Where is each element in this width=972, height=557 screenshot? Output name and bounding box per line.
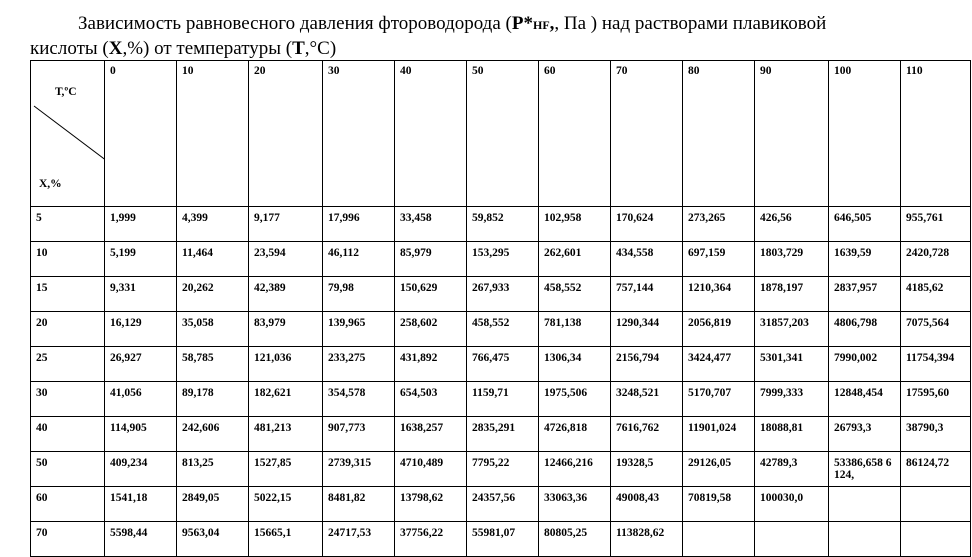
pressure-value-cell: 9,177 [249,207,323,242]
table-title [30,12,960,61]
pressure-value-cell: 59,852 [467,207,539,242]
pressure-value-cell: 273,265 [683,207,755,242]
pressure-value-cell: 35,058 [177,312,249,347]
pressure-value-cell: 7075,564 [901,312,971,347]
concentration-cell: 5 [31,207,105,242]
corner-cell [31,61,105,207]
pressure-value-cell: 41,056 [105,382,177,417]
pressure-value-cell: 37756,22 [395,522,467,557]
pressure-value-cell [755,522,829,557]
pressure-value-cell: 1638,257 [395,417,467,452]
table-row [31,487,971,522]
temperature-header-cell: 80 [683,61,755,207]
pressure-value-cell: 113828,62 [611,522,683,557]
pressure-value-cell: 907,773 [323,417,395,452]
concentration-cell: 25 [31,347,105,382]
pressure-value-cell: 1290,344 [611,312,683,347]
pressure-value-cell: 4,399 [177,207,249,242]
pressure-value-cell: 7990,002 [829,347,901,382]
pressure-value-cell: 121,036 [249,347,323,382]
pressure-value-cell: 813,25 [177,452,249,487]
pressure-value-cell: 481,213 [249,417,323,452]
pressure-value-cell: 86124,72 [901,452,971,487]
pressure-value-cell: 9563,04 [177,522,249,557]
pressure-value-cell: 3424,477 [683,347,755,382]
concentration-cell: 20 [31,312,105,347]
pressure-value-cell: 139,965 [323,312,395,347]
pressure-value-cell: 24357,56 [467,487,539,522]
pressure-value-cell: 89,178 [177,382,249,417]
pressure-value-cell: 258,602 [395,312,467,347]
pressure-value-cell: 11901,024 [683,417,755,452]
pressure-value-cell: 46,112 [323,242,395,277]
pressure-value-cell: 42789,3 [755,452,829,487]
pressure-value-cell: 85,979 [395,242,467,277]
pressure-value-cell: 7795,22 [467,452,539,487]
pressure-value-cell: 29126,05 [683,452,755,487]
concentration-cell: 15 [31,277,105,312]
temperature-header-cell: 110 [901,61,971,207]
pressure-value-cell: 757,144 [611,277,683,312]
pressure-value-cell: 80805,25 [539,522,611,557]
pressure-value-cell: 102,958 [539,207,611,242]
pressure-value-cell: 4806,798 [829,312,901,347]
pressure-value-cell: 17595,60 [901,382,971,417]
pressure-value-cell: 267,933 [467,277,539,312]
temperature-header-cell: 10 [177,61,249,207]
pressure-value-cell: 4726,818 [539,417,611,452]
concentration-cell: 50 [31,452,105,487]
pressure-value-cell: 242,606 [177,417,249,452]
pressure-value-cell: 2420,728 [901,242,971,277]
pressure-value-cell: 55981,07 [467,522,539,557]
temperature-header-cell: 50 [467,61,539,207]
concentration-axis-label: Х,% [39,178,62,190]
pressure-value-cell: 354,578 [323,382,395,417]
pressure-value-cell [829,487,901,522]
pressure-value-cell: 153,295 [467,242,539,277]
pressure-value-cell: 9,331 [105,277,177,312]
pressure-value-cell: 2849,05 [177,487,249,522]
pressure-value-cell: 409,234 [105,452,177,487]
pressure-value-cell: 19328,5 [611,452,683,487]
temperature-header-cell: 60 [539,61,611,207]
pressure-value-cell: 15665,1 [249,522,323,557]
pressure-value-cell: 3248,521 [611,382,683,417]
pressure-value-cell: 1527,85 [249,452,323,487]
title-line-1: Зависимость равновесного давления фтороводорода (Р*HF,, Па ) над растворами плавиковой [78,13,827,34]
pressure-value-cell: 13798,62 [395,487,467,522]
pressure-value-cell: 431,892 [395,347,467,382]
pressure-value-cell: 1210,364 [683,277,755,312]
pressure-value-cell: 58,785 [177,347,249,382]
pressure-value-cell: 1639,59 [829,242,901,277]
pressure-value-cell: 26793,3 [829,417,901,452]
pressure-value-cell: 426,56 [755,207,829,242]
pressure-value-cell: 18088,81 [755,417,829,452]
pressure-value-cell: 33063,36 [539,487,611,522]
pressure-value-cell: 646,505 [829,207,901,242]
pressure-value-cell: 70819,58 [683,487,755,522]
pressure-value-cell [901,522,971,557]
pressure-value-cell: 5022,15 [249,487,323,522]
header-row [31,61,971,207]
temperature-header-cell: 90 [755,61,829,207]
pressure-value-cell: 233,275 [323,347,395,382]
table-row [31,452,971,487]
pressure-value-cell: 2739,315 [323,452,395,487]
pressure-value-cell: 49008,43 [611,487,683,522]
pressure-value-cell: 2156,794 [611,347,683,382]
table-row [31,382,971,417]
pressure-value-cell [829,522,901,557]
pressure-value-cell: 11754,394 [901,347,971,382]
pressure-value-cell: 1,999 [105,207,177,242]
pressure-value-cell: 1159,71 [467,382,539,417]
pressure-value-cell: 12466,216 [539,452,611,487]
pressure-value-cell: 7999,333 [755,382,829,417]
pressure-value-cell: 79,98 [323,277,395,312]
pressure-value-cell: 12848,454 [829,382,901,417]
pressure-value-cell: 766,475 [467,347,539,382]
pressure-table [30,60,971,557]
temperature-axis-label: Т,ºС [55,86,77,98]
pressure-value-cell: 42,389 [249,277,323,312]
pressure-value-cell: 20,262 [177,277,249,312]
pressure-value-cell: 458,552 [467,312,539,347]
pressure-value-cell: 8481,82 [323,487,395,522]
pressure-value-cell: 100030,0 [755,487,829,522]
pressure-value-cell: 654,503 [395,382,467,417]
concentration-cell: 30 [31,382,105,417]
pressure-value-cell: 697,159 [683,242,755,277]
concentration-cell: 60 [31,487,105,522]
table-row [31,242,971,277]
table-row [31,207,971,242]
pressure-value-cell: 23,594 [249,242,323,277]
pressure-value-cell: 83,979 [249,312,323,347]
pressure-value-cell: 1803,729 [755,242,829,277]
temperature-header-cell: 30 [323,61,395,207]
temperature-header-cell: 20 [249,61,323,207]
pressure-value-cell: 4710,489 [395,452,467,487]
pressure-value-cell [901,487,971,522]
table-row [31,417,971,452]
pressure-value-cell: 1306,34 [539,347,611,382]
pressure-value-cell: 5598,44 [105,522,177,557]
pressure-value-cell: 31857,203 [755,312,829,347]
table-row [31,277,971,312]
concentration-cell: 70 [31,522,105,557]
pressure-value-cell: 24717,53 [323,522,395,557]
pressure-value-cell: 4185,62 [901,277,971,312]
pressure-value-cell: 5301,341 [755,347,829,382]
concentration-cell: 10 [31,242,105,277]
pressure-value-cell: 781,138 [539,312,611,347]
pressure-value-cell: 17,996 [323,207,395,242]
temperature-header-cell: 100 [829,61,901,207]
pressure-value-cell: 434,558 [611,242,683,277]
pressure-value-cell: 1975,506 [539,382,611,417]
pressure-value-cell: 26,927 [105,347,177,382]
pressure-value-cell: 458,552 [539,277,611,312]
table-row [31,347,971,382]
pressure-value-cell: 1878,197 [755,277,829,312]
pressure-value-cell: 5170,707 [683,382,755,417]
pressure-value-cell: 955,761 [901,207,971,242]
table-row [31,312,971,347]
pressure-value-cell: 2056,819 [683,312,755,347]
pressure-value-cell: 182,621 [249,382,323,417]
pressure-value-cell: 16,129 [105,312,177,347]
temperature-header-cell: 70 [611,61,683,207]
pressure-value-cell: 262,601 [539,242,611,277]
pressure-value-cell: 53386,658 6124, [829,452,901,487]
temperature-header-cell: 0 [105,61,177,207]
pressure-value-cell: 150,629 [395,277,467,312]
pressure-value-cell [683,522,755,557]
temperature-header-cell: 40 [395,61,467,207]
pressure-value-cell: 170,624 [611,207,683,242]
pressure-value-cell: 11,464 [177,242,249,277]
pressure-value-cell: 7616,762 [611,417,683,452]
pressure-value-cell: 5,199 [105,242,177,277]
table-row [31,522,971,557]
pressure-value-cell: 33,458 [395,207,467,242]
title-line-2: кислоты (Х,%) от температуры (Т,°С) [30,38,337,59]
pressure-value-cell: 2835,291 [467,417,539,452]
pressure-value-cell: 38790,3 [901,417,971,452]
concentration-cell: 40 [31,417,105,452]
pressure-value-cell: 1541,18 [105,487,177,522]
pressure-value-cell: 114,905 [105,417,177,452]
pressure-value-cell: 2837,957 [829,277,901,312]
